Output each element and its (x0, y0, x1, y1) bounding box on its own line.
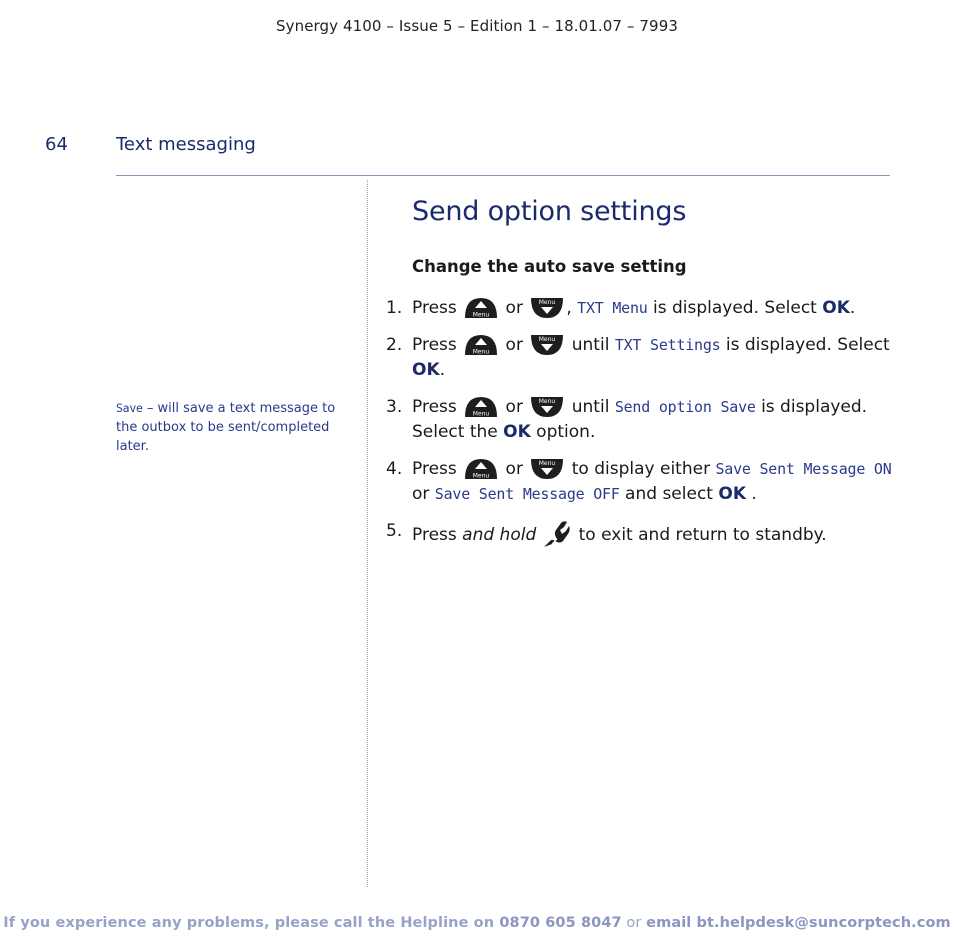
page-number: 64 (45, 134, 68, 155)
step-number: 2. (386, 335, 403, 355)
step-text: or (412, 484, 435, 504)
step-text: until (566, 397, 615, 417)
document-header: Synergy 4100 – Issue 5 – Edition 1 – 18.01.07 – 7993 (275, 17, 678, 35)
page-title: Send option settings (412, 196, 687, 227)
step-number: 3. (386, 397, 403, 417)
menu-down-key-icon (529, 296, 565, 320)
step-text: . (439, 360, 446, 380)
lcd-text: Send option Save (614, 398, 756, 416)
step-text: is displayed. Select (720, 335, 890, 355)
menu-up-key-icon (463, 333, 499, 357)
step-text: or (500, 298, 529, 318)
step-text: to display either (566, 459, 716, 479)
step-item (386, 395, 906, 445)
step-text: . (849, 298, 856, 318)
step-text: and select (619, 484, 719, 504)
step-item (386, 519, 906, 549)
step-text: option. (530, 422, 596, 442)
step-text: or (500, 459, 529, 479)
lcd-text: Save Sent Message ON (715, 460, 892, 478)
step-text: until (566, 335, 615, 355)
menu-down-key-icon (529, 395, 565, 419)
end-call-key-icon (540, 519, 572, 549)
menu-down-key-icon (529, 457, 565, 481)
step-text: Press (412, 397, 463, 417)
menu-down-key-label: Menu (539, 460, 556, 467)
menu-up-key-icon (463, 457, 499, 481)
footer-or: or (621, 915, 647, 931)
lcd-text: TXT Settings (614, 336, 721, 354)
menu-down-key-label: Menu (539, 336, 556, 343)
step-text: Press (412, 459, 463, 479)
column-divider (367, 180, 368, 887)
header-rule (116, 175, 890, 176)
helpdesk-email: email bt.helpdesk@suncorptech.com (646, 915, 951, 931)
ok-label: OK (822, 298, 850, 318)
step-item (386, 296, 906, 321)
step-text: or (500, 335, 529, 355)
menu-up-key-icon (463, 296, 499, 320)
step-number: 4. (386, 459, 403, 479)
step-number: 1. (386, 298, 403, 318)
menu-up-key-label: Menu (472, 410, 490, 418)
step-text: is displayed. Select the (412, 397, 868, 442)
instruction-steps (386, 296, 906, 561)
side-note-text: – will save a text message to the outbox to be sent/completed later. (116, 401, 336, 454)
step-text: Press (412, 298, 463, 318)
menu-up-key-label: Menu (472, 472, 490, 480)
menu-down-key-icon (529, 333, 565, 357)
subsection-heading: Change the auto save setting (412, 257, 687, 276)
step-item (386, 333, 906, 383)
emphasis-text: and hold (462, 525, 537, 545)
menu-down-key-label: Menu (539, 299, 556, 306)
step-item (386, 457, 906, 507)
ok-label: OK (412, 360, 440, 380)
step-number: 5. (386, 521, 403, 541)
helpline-phone: 0870 605 8047 (499, 915, 622, 931)
step-text: . (746, 484, 757, 504)
step-text: or (500, 397, 529, 417)
step-text: Press (412, 525, 463, 545)
lcd-text: Save Sent Message OFF (434, 485, 620, 503)
lcd-text: TXT Menu (577, 299, 648, 317)
menu-up-key-label: Menu (472, 311, 490, 319)
menu-down-key-label: Menu (539, 398, 556, 405)
menu-up-key-icon (463, 395, 499, 419)
step-text: Press (412, 335, 463, 355)
ok-label: OK (503, 422, 531, 442)
side-note-term: Save (116, 401, 143, 415)
side-note (116, 399, 346, 456)
menu-up-key-label: Menu (472, 348, 490, 356)
step-text: to exit and return to standby. (573, 525, 827, 545)
step-text: is displayed. Select (647, 298, 823, 318)
footer-intro: If you experience any problems, please call the Helpline on (3, 915, 500, 931)
step-text: , (566, 298, 578, 318)
ok-label: OK (718, 484, 746, 504)
section-title: Text messaging (116, 134, 256, 155)
helpline-footer (0, 915, 954, 931)
